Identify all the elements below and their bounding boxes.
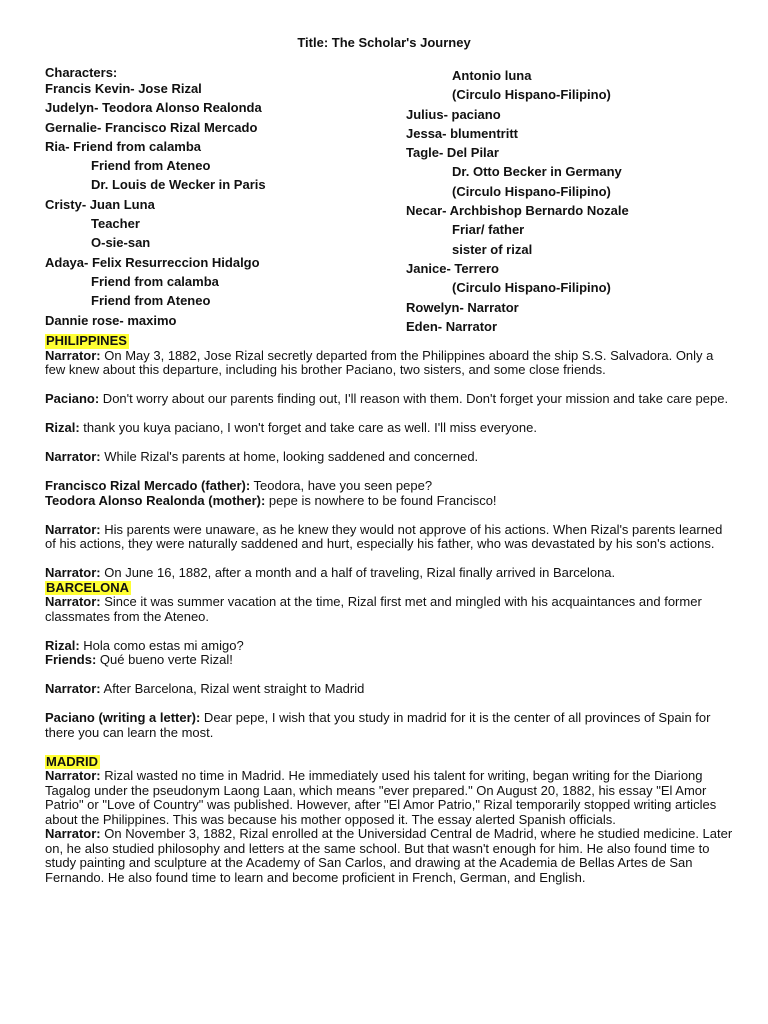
dialogue-text: thank you kuya paciano, I won't forget and take care as well. I'll miss everyone. — [79, 420, 537, 435]
speaker-name: Rizal: — [45, 637, 80, 653]
character-entry: Adaya- Felix Resurreccion Hidalgo — [45, 254, 260, 270]
character-entry: Cristy- Juan Luna — [45, 196, 155, 212]
speaker-name: Paciano (writing a letter): — [45, 710, 201, 725]
character-entry: Julius- paciano — [406, 106, 501, 122]
character-entry: O-sie-san — [91, 235, 151, 251]
dialogue-line — [45, 523, 735, 552]
dialogue-line — [45, 450, 735, 465]
dialogue-line — [45, 827, 735, 885]
speaker-name: Narrator: — [45, 521, 101, 537]
dialogue-text: Since it was summer vacation at the time, Rizal first met and mingled with his acquaintances and former classmates from the Ateneo. — [45, 594, 702, 624]
character-entry: Janice- Terrero — [406, 260, 499, 276]
character-list-left-column — [45, 66, 395, 330]
character-entry: Necar- Archbishop Bernardo Nozale — [406, 203, 629, 219]
speaker-name: Narrator: — [45, 594, 101, 609]
section-heading-wrapper — [45, 755, 735, 770]
dialogue-text: On November 3, 1882, Rizal enrolled at the Universidad Central de Madrid, where he studied medicine. Later on, he also studied philosophy and letters at the same school. But that wasn't enough for him. He also found time to study painting and sculpture at the Academy of San Carlos, and drawing at the Academia de Bellas Artes de San Fernando. He also found time to learn and become proficient in French, German, and English. — [45, 826, 733, 885]
character-entry: Dannie rose- maximo — [45, 312, 177, 328]
speaker-name: Teodora Alonso Realonda (mother): — [45, 492, 266, 508]
speaker-name: Narrator: — [45, 768, 101, 783]
script-body — [45, 334, 735, 885]
character-entry: Dr. Otto Becker in Germany — [452, 164, 622, 180]
character-entry: Ria- Friend from calamba — [45, 138, 202, 154]
dialogue-text: His parents were unaware, as he knew they would not approve of his actions. When Rizal's parents learned of his actions, they were naturally saddened and hurt, especially his father, who was devastated by his son's actions. — [45, 521, 723, 551]
character-entry: Judelyn- Teodora Alonso Realonda — [45, 100, 262, 116]
dialogue-line — [45, 682, 735, 697]
dialogue-line — [45, 349, 735, 378]
speaker-name: Narrator: — [45, 449, 101, 464]
dialogue-line — [45, 769, 735, 827]
character-entry: (Circulo Hispano-Filipino) — [452, 183, 611, 199]
speaker-name: Francisco Rizal Mercado (father): — [45, 478, 251, 493]
character-entry: Tagle- Del Pilar — [406, 145, 499, 161]
speaker-name: Narrator: — [45, 681, 101, 696]
character-entry: (Circulo Hispano-Filipino) — [452, 87, 611, 103]
section-heading: MADRID — [46, 753, 98, 769]
character-list — [45, 66, 735, 332]
character-entry: Francis Kevin- Jose Rizal — [45, 81, 202, 96]
dialogue-line — [45, 711, 735, 740]
dialogue-text: While Rizal's parents at home, looking saddened and concerned. — [100, 449, 479, 464]
dialogue-line — [45, 566, 735, 581]
character-entry: Dr. Louis de Wecker in Paris — [91, 177, 266, 193]
dialogue-text: Teodora, have you seen pepe? — [250, 478, 433, 493]
speaker-name: Narrator: — [45, 826, 101, 841]
dialogue-line — [45, 639, 735, 654]
speaker-name: Friends: — [45, 652, 97, 667]
character-entry: Friar/ father — [452, 222, 525, 238]
dialogue-line — [45, 494, 735, 509]
speaker-name: Paciano: — [45, 391, 100, 406]
dialogue-text: Rizal wasted no time in Madrid. He immediately used his talent for writing, began writing for the Diariong Tagalog under the pseudonym Laong Laan, which means "ever prepared." On August 20, 1882, his essay "El Amor Patrio" or "Love of Country" was published. However, after "El Amor Patrio," Rizal temporarily stopped writing articles about the Philippines. This was because his mother opposed it. The essay alerted Spanish officials. — [45, 768, 717, 827]
dialogue-text: Dear pepe, I wish that you study in madrid for it is the center of all provinces of Spain for there you can learn the most. — [45, 710, 711, 740]
dialogue-line — [45, 595, 735, 624]
dialogue-line — [45, 479, 735, 494]
character-entry: Antonio luna — [452, 68, 532, 83]
character-entry: Teacher — [91, 216, 140, 232]
dialogue-text: On June 16, 1882, after a month and a half of traveling, Rizal finally arrived in Barcelona. — [100, 565, 616, 580]
dialogue-line — [45, 653, 735, 668]
dialogue-line — [45, 392, 735, 407]
dialogue-text: Hola como estas mi amigo? — [79, 637, 244, 653]
character-entry: Eden- Narrator — [406, 318, 498, 334]
dialogue-text: Don't worry about our parents finding out, I'll reason with them. Don't forget your mission and take care pepe. — [99, 391, 729, 406]
character-entry: Characters: — [45, 65, 118, 80]
character-entry: Friend from Ateneo — [91, 293, 211, 309]
character-entry: Rowelyn- Narrator — [406, 299, 519, 315]
dialogue-text: pepe is nowhere to be found Francisco! — [265, 492, 497, 508]
character-entry: Friend from calamba — [91, 273, 219, 289]
dialogue-line — [45, 421, 735, 436]
section-heading: PHILIPPINES — [46, 333, 127, 348]
section-heading: BARCELONA — [46, 579, 130, 595]
character-entry: sister of rizal — [452, 241, 533, 257]
character-entry: Friend from Ateneo — [91, 158, 211, 174]
section-heading-wrapper — [45, 334, 735, 349]
section-heading-wrapper — [45, 581, 735, 596]
character-entry: Jessa- blumentritt — [406, 125, 518, 141]
speaker-name: Rizal: — [45, 420, 80, 435]
dialogue-text: After Barcelona, Rizal went straight to Madrid — [100, 681, 365, 696]
speaker-name: Narrator: — [45, 565, 101, 580]
character-entry: (Circulo Hispano-Filipino) — [452, 280, 611, 296]
speaker-name: Narrator: — [45, 347, 101, 363]
dialogue-text: On May 3, 1882, Jose Rizal secretly departed from the Philippines aboard the ship S.S. Salvadora. Only a few knew about this departure, including his brother Paciano, two sisters, and some close friends. — [45, 347, 714, 377]
character-list-right-column — [406, 66, 736, 336]
document-title: Title: The Scholar's Journey — [297, 35, 471, 50]
dialogue-text: Qué bueno verte Rizal! — [96, 652, 233, 667]
character-entry: Gernalie- Francisco Rizal Mercado — [45, 119, 258, 135]
